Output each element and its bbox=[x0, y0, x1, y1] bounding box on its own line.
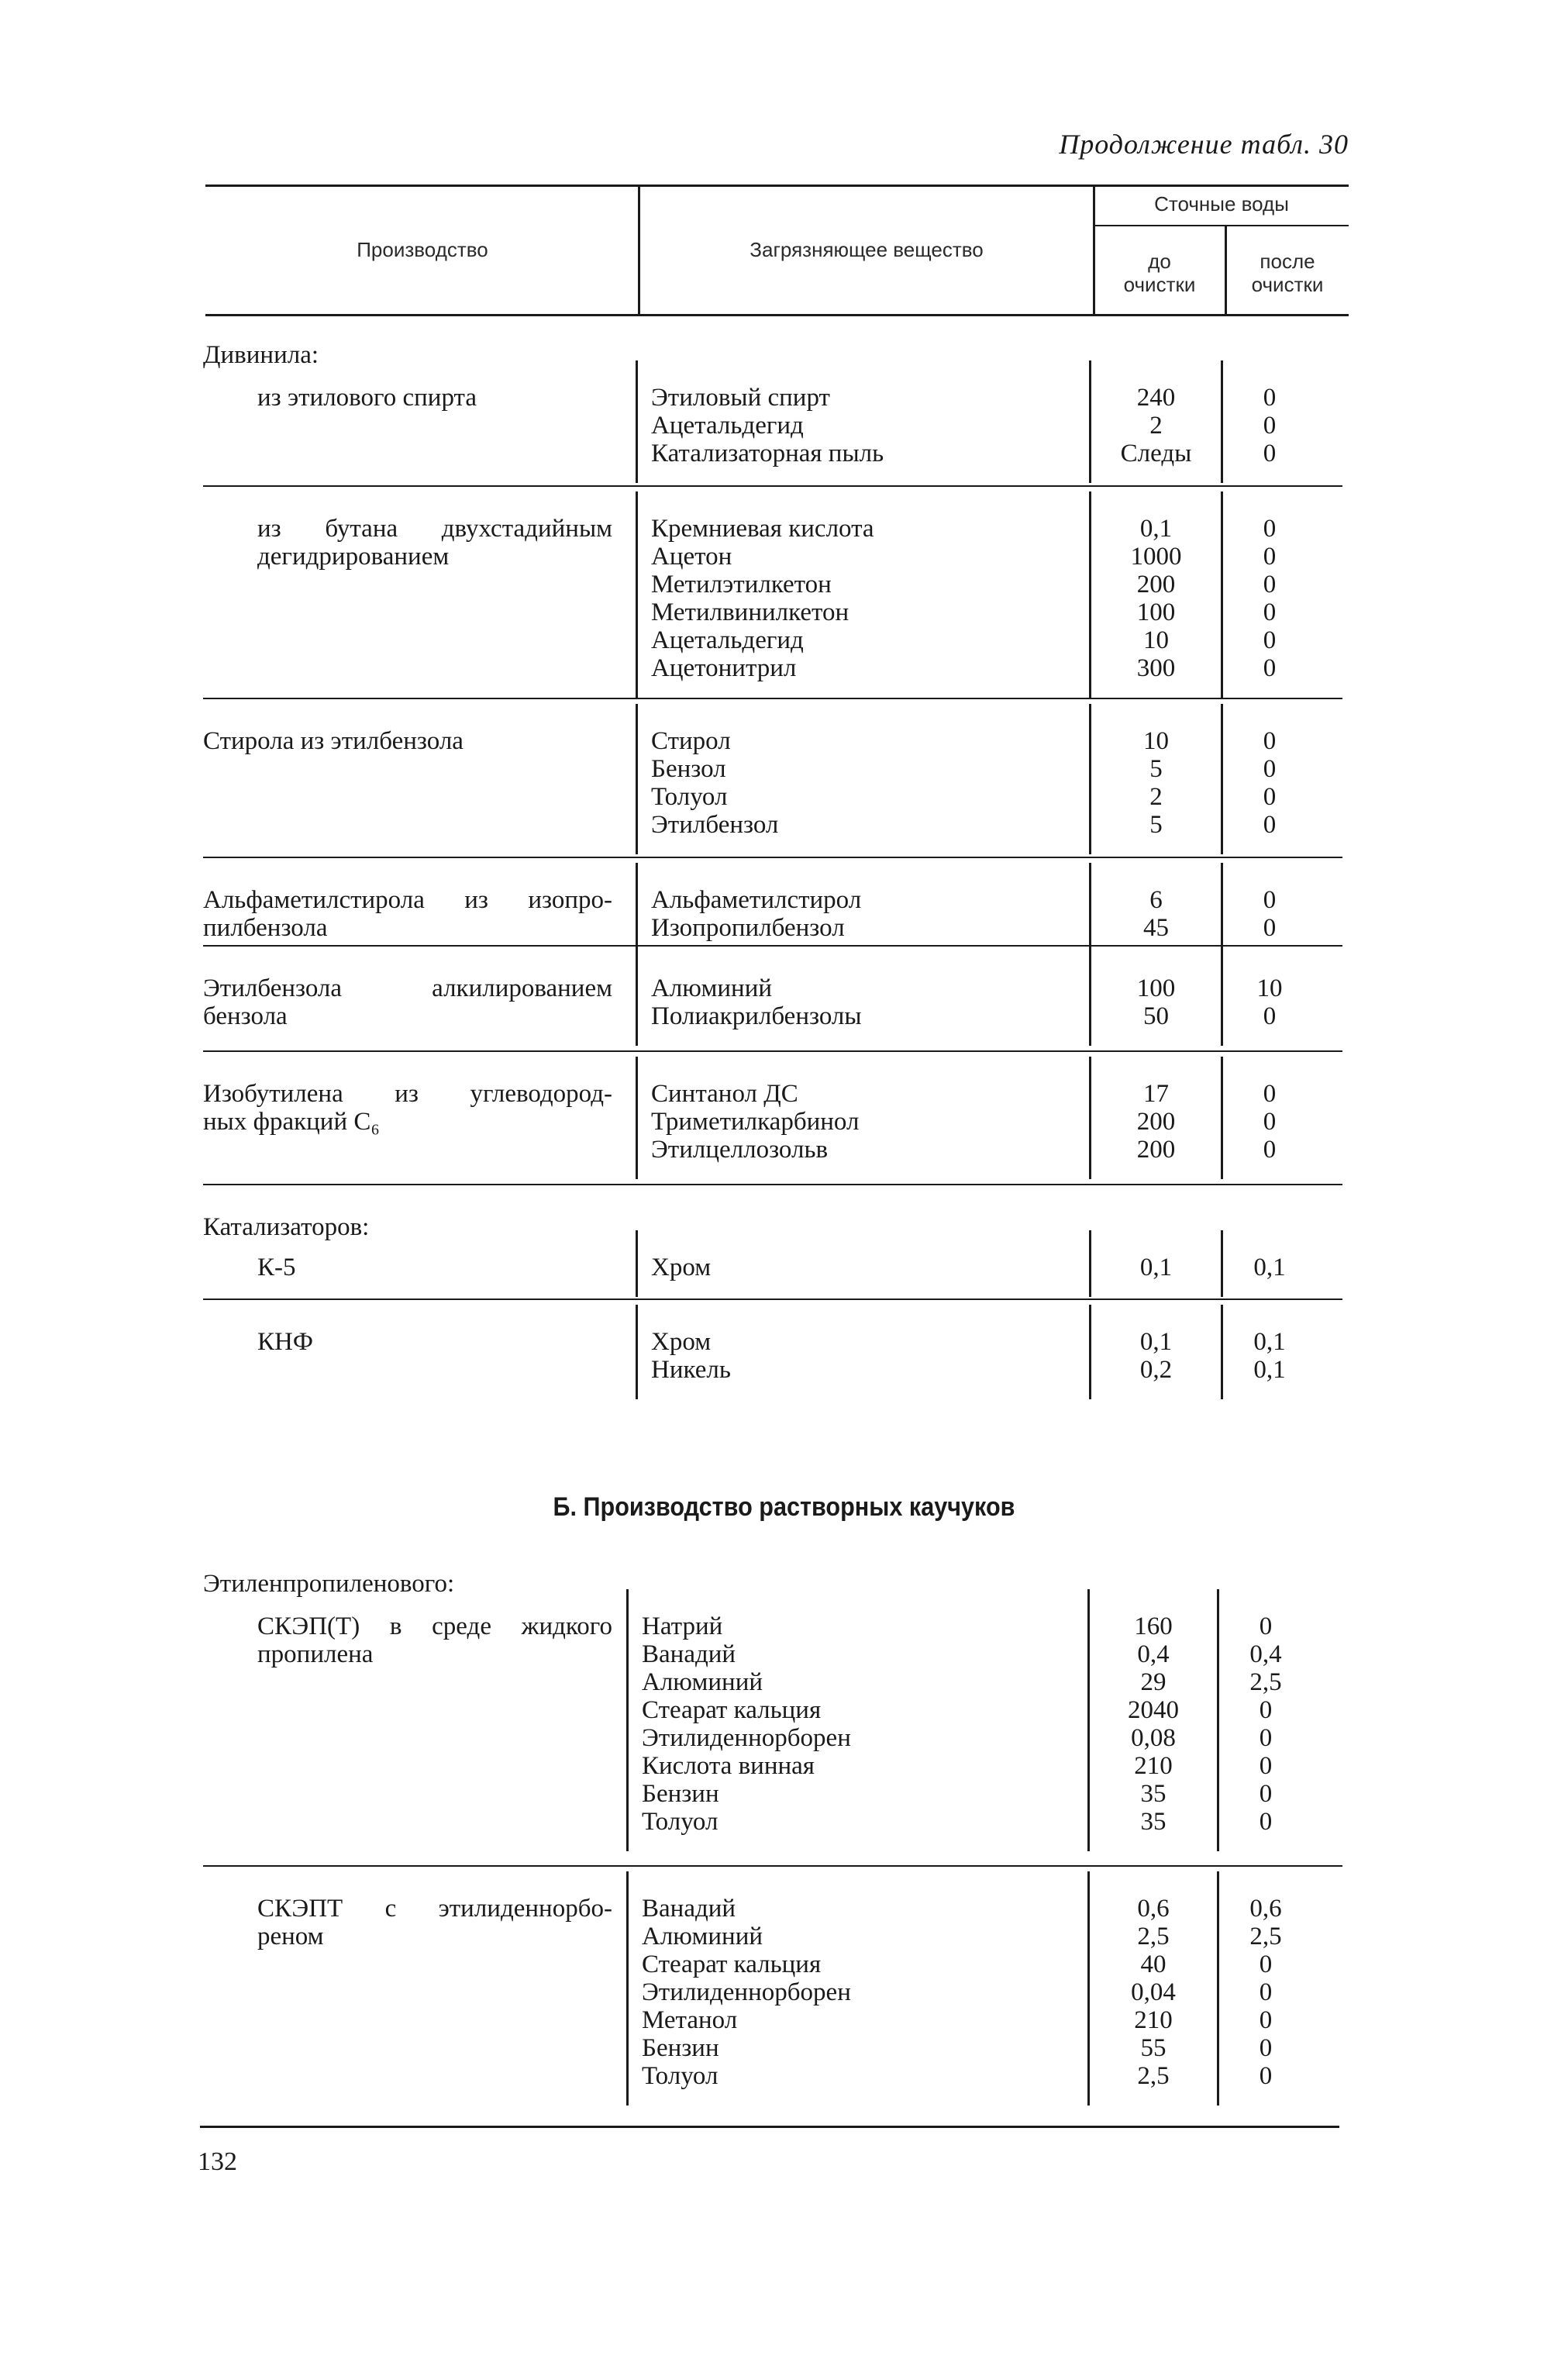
after-value: 0 bbox=[1263, 886, 1277, 914]
table-top-rule bbox=[205, 185, 1349, 187]
before-value: 40 bbox=[1140, 1950, 1167, 1978]
header-before-line: до bbox=[1148, 250, 1171, 273]
production-line: бензола bbox=[203, 1002, 288, 1030]
pollutant-item: Алюминий bbox=[642, 1923, 763, 1950]
header-after-line: после bbox=[1260, 250, 1315, 273]
production-cell bbox=[257, 1254, 612, 1281]
before-value: 0,4 bbox=[1137, 1640, 1170, 1668]
after-value: 0 bbox=[1259, 1612, 1273, 1640]
before-value: 200 bbox=[1136, 1108, 1176, 1136]
before-value: 45 bbox=[1143, 914, 1169, 942]
after-value: 0 bbox=[1263, 783, 1277, 811]
production-cell bbox=[257, 1612, 612, 1668]
pollutant-item: Катализаторная пыль bbox=[651, 440, 884, 467]
pollutant-item: Этилиденнорборен bbox=[642, 1978, 851, 2006]
after-value: 0 bbox=[1263, 626, 1277, 654]
before-value: 35 bbox=[1140, 1780, 1167, 1808]
production-line: пилбензола bbox=[203, 914, 328, 942]
column-divider bbox=[626, 1589, 629, 1851]
after-value: 0 bbox=[1263, 727, 1277, 755]
production-cell bbox=[257, 384, 612, 412]
before-values bbox=[1090, 1895, 1217, 2090]
before-value: 55 bbox=[1140, 2034, 1167, 2062]
after-values bbox=[1223, 1328, 1316, 1384]
after-values bbox=[1223, 515, 1316, 682]
header-sub-rule bbox=[1094, 225, 1349, 226]
pollutant-item: Хром bbox=[651, 1254, 712, 1281]
before-value: 50 bbox=[1143, 1002, 1169, 1030]
production-line: СКЭПТ с этилиденнорбо- bbox=[257, 1895, 612, 1923]
pollutant-list bbox=[651, 974, 862, 1030]
section-title: Б. Производство растворных каучуков bbox=[553, 1492, 1015, 1522]
production-cell bbox=[257, 515, 612, 571]
pollutant-item: Толуол bbox=[651, 783, 728, 811]
before-value: 0,1 bbox=[1139, 1328, 1173, 1356]
production-line: К-5 bbox=[257, 1254, 296, 1281]
pollutant-item: Кремниевая кислота bbox=[651, 515, 874, 543]
group-label: Катализаторов: bbox=[203, 1213, 370, 1241]
before-value: 0,04 bbox=[1131, 1978, 1176, 2006]
after-value: 2,5 bbox=[1249, 1923, 1282, 1950]
column-divider bbox=[626, 1871, 629, 2106]
pollutant-item: Полиакрилбензолы bbox=[651, 1002, 862, 1030]
after-value: 0 bbox=[1263, 914, 1277, 942]
after-value: 0 bbox=[1259, 1780, 1273, 1808]
production-line: Этилбензола алкилированием bbox=[203, 974, 612, 1002]
pollutant-list bbox=[651, 886, 861, 942]
before-value: 5 bbox=[1149, 755, 1163, 783]
after-values bbox=[1219, 1612, 1312, 1836]
before-values bbox=[1091, 1254, 1221, 1281]
before-value: 200 bbox=[1136, 1136, 1176, 1164]
production-line: ных фракций C₆ bbox=[203, 1108, 380, 1136]
after-value: 10 bbox=[1256, 974, 1283, 1002]
production-line: Альфаметилстирола из изопро- bbox=[203, 886, 612, 914]
pollutant-item: Бензин bbox=[642, 1780, 719, 1808]
pollutant-item: Этиловый спирт bbox=[651, 384, 830, 412]
after-value: 0 bbox=[1263, 384, 1277, 412]
before-value: 17 bbox=[1143, 1080, 1169, 1108]
pollutant-list bbox=[651, 1328, 731, 1384]
pollutant-list bbox=[651, 1254, 711, 1281]
pollutant-item: Бензол bbox=[651, 755, 726, 783]
pollutant-item: Триметилкарбинол bbox=[651, 1108, 860, 1136]
table-caption: Продолжение табл. 30 bbox=[1059, 129, 1349, 160]
column-divider bbox=[636, 1057, 638, 1179]
before-values bbox=[1090, 1612, 1217, 1836]
production-line: из этилового спирта bbox=[257, 384, 477, 412]
production-cell bbox=[257, 1328, 612, 1356]
row-separator bbox=[203, 945, 1342, 947]
after-value: 0 bbox=[1259, 1696, 1273, 1724]
after-value: 0 bbox=[1263, 1080, 1277, 1108]
after-value: 0 bbox=[1263, 654, 1277, 682]
production-line: дегидрированием bbox=[257, 543, 450, 571]
pollutant-list bbox=[642, 1895, 851, 2090]
pollutant-item: Метанол bbox=[642, 2006, 738, 2034]
after-value: 0 bbox=[1263, 412, 1277, 440]
production-line: Изобутилена из углеводород- bbox=[203, 1080, 612, 1108]
production-line: Стирола из этилбензола bbox=[203, 727, 464, 755]
after-value: 0 bbox=[1259, 1808, 1273, 1836]
after-value: 0 bbox=[1263, 1108, 1277, 1136]
production-cell bbox=[203, 1080, 612, 1136]
before-value: 0,2 bbox=[1139, 1356, 1173, 1384]
before-value: 160 bbox=[1134, 1612, 1173, 1640]
before-value: 300 bbox=[1136, 654, 1176, 682]
row-separator bbox=[203, 1298, 1342, 1300]
production-cell bbox=[203, 886, 612, 942]
after-value: 0,4 bbox=[1249, 1640, 1282, 1668]
row-separator bbox=[203, 1865, 1342, 1867]
after-value: 0 bbox=[1263, 571, 1277, 598]
column-divider bbox=[636, 1230, 638, 1297]
production-cell bbox=[257, 1895, 612, 1950]
before-value: 6 bbox=[1149, 886, 1163, 914]
after-value: 0 bbox=[1263, 543, 1277, 571]
pollutant-item: Алюминий bbox=[651, 974, 773, 1002]
after-values bbox=[1223, 1254, 1316, 1281]
pollutant-list bbox=[651, 384, 884, 467]
before-value: 210 bbox=[1134, 1752, 1173, 1780]
production-line: из бутана двухстадийным bbox=[257, 515, 612, 543]
before-values bbox=[1091, 886, 1221, 942]
production-line: пропилена bbox=[257, 1640, 374, 1668]
pollutant-item: Хром bbox=[651, 1328, 712, 1356]
after-value: 0 bbox=[1259, 2006, 1273, 2034]
column-divider bbox=[636, 360, 638, 483]
after-value: 0,6 bbox=[1249, 1895, 1282, 1923]
pollutant-list bbox=[642, 1612, 851, 1836]
after-value: 2,5 bbox=[1249, 1668, 1282, 1696]
before-value: 100 bbox=[1136, 598, 1176, 626]
pollutant-item: Ацетальдегид bbox=[651, 412, 804, 440]
before-values bbox=[1091, 727, 1221, 839]
after-values bbox=[1223, 384, 1316, 467]
production-line: реном bbox=[257, 1923, 324, 1950]
header-after-line: очистки bbox=[1251, 273, 1324, 296]
column-divider bbox=[636, 1305, 638, 1399]
before-value: 100 bbox=[1136, 974, 1176, 1002]
row-separator bbox=[203, 1184, 1342, 1185]
pollutant-list bbox=[651, 727, 778, 839]
pollutant-item: Ацетон bbox=[651, 543, 732, 571]
before-value: 0,1 bbox=[1139, 1254, 1173, 1281]
header-before-line: очистки bbox=[1123, 273, 1196, 296]
before-values bbox=[1091, 974, 1221, 1030]
column-divider bbox=[636, 863, 638, 957]
before-value: 29 bbox=[1140, 1668, 1167, 1696]
header-waste-water: Сточные воды bbox=[1154, 192, 1289, 216]
pollutant-item: Ацетальдегид bbox=[651, 626, 804, 654]
pollutant-item: Толуол bbox=[642, 2062, 719, 2090]
before-value: 2040 bbox=[1128, 1696, 1179, 1724]
pollutant-item: Метилвинилкетон bbox=[651, 598, 849, 626]
after-value: 0 bbox=[1263, 440, 1277, 467]
row-separator bbox=[203, 698, 1342, 699]
pollutant-item: Алюминий bbox=[642, 1668, 763, 1696]
header-before bbox=[1094, 250, 1225, 296]
before-values bbox=[1091, 384, 1221, 467]
pollutant-item: Метилэтилкетон bbox=[651, 571, 832, 598]
before-values bbox=[1091, 1080, 1221, 1164]
after-value: 0 bbox=[1259, 1752, 1273, 1780]
table-bottom-rule bbox=[200, 2126, 1339, 2128]
pollutant-item: Этилбензол bbox=[651, 811, 779, 839]
before-value: 240 bbox=[1136, 384, 1176, 412]
pollutant-item: Никель bbox=[651, 1356, 731, 1384]
before-value: 35 bbox=[1140, 1808, 1167, 1836]
before-value: 210 bbox=[1134, 2006, 1173, 2034]
header-bottom-rule bbox=[205, 314, 1349, 316]
pollutant-item: Кислота винная bbox=[642, 1752, 815, 1780]
row-separator bbox=[203, 1050, 1342, 1052]
pollutant-item: Стеарат кальция bbox=[642, 1696, 822, 1724]
pollutant-item: Ацетонитрил bbox=[651, 654, 797, 682]
group-label: Этиленпропиленового: bbox=[203, 1570, 455, 1598]
pollutant-item: Изопропилбензол bbox=[651, 914, 845, 942]
after-value: 0,1 bbox=[1253, 1254, 1286, 1281]
after-value: 0 bbox=[1259, 1950, 1273, 1978]
pollutant-item: Стирол bbox=[651, 727, 731, 755]
after-value: 0 bbox=[1263, 1136, 1277, 1164]
before-value: 2,5 bbox=[1137, 2062, 1170, 2090]
header-pollutant: Загрязняющее вещество bbox=[750, 238, 984, 261]
pollutant-list bbox=[651, 1080, 859, 1164]
before-value: 0,1 bbox=[1139, 515, 1173, 543]
after-value: 0,1 bbox=[1253, 1356, 1286, 1384]
after-values bbox=[1223, 974, 1316, 1030]
pollutant-item: Натрий bbox=[642, 1612, 723, 1640]
before-value: 10 bbox=[1143, 626, 1169, 654]
before-value: 2 bbox=[1149, 412, 1163, 440]
pollutant-item: Бензин bbox=[642, 2034, 719, 2062]
column-divider bbox=[636, 951, 638, 1046]
before-value: 2 bbox=[1149, 783, 1163, 811]
after-values bbox=[1223, 727, 1316, 839]
before-value: 0,6 bbox=[1137, 1895, 1170, 1923]
pollutant-item: Этилцеллозольв bbox=[651, 1136, 829, 1164]
production-line: СКЭП(Т) в среде жидкого bbox=[257, 1612, 612, 1640]
after-value: 0 bbox=[1259, 2034, 1273, 2062]
before-value: 2,5 bbox=[1137, 1923, 1170, 1950]
before-value: 5 bbox=[1149, 811, 1163, 839]
before-value: 200 bbox=[1136, 571, 1176, 598]
after-value: 0 bbox=[1259, 1724, 1273, 1752]
row-separator bbox=[203, 857, 1342, 858]
group-label: Дивинила: bbox=[203, 341, 319, 369]
pollutant-item: Альфаметилстирол bbox=[651, 886, 862, 914]
header-production: Производство bbox=[357, 238, 488, 261]
after-value: 0 bbox=[1263, 811, 1277, 839]
after-value: 0 bbox=[1263, 515, 1277, 543]
before-values bbox=[1091, 515, 1221, 682]
production-cell bbox=[203, 727, 612, 755]
pollutant-item: Ванадий bbox=[642, 1640, 736, 1668]
after-value: 0,1 bbox=[1253, 1328, 1286, 1356]
pollutant-list bbox=[651, 515, 874, 682]
column-divider bbox=[636, 704, 638, 854]
pollutant-item: Синтанол ДС bbox=[651, 1080, 798, 1108]
pollutant-item: Ванадий bbox=[642, 1895, 736, 1923]
row-separator bbox=[203, 485, 1342, 487]
before-value: Следы bbox=[1120, 440, 1192, 467]
after-values bbox=[1223, 1080, 1316, 1164]
after-value: 0 bbox=[1263, 598, 1277, 626]
pollutant-item: Толуол bbox=[642, 1808, 719, 1836]
before-value: 10 bbox=[1143, 727, 1169, 755]
before-values bbox=[1091, 1328, 1221, 1384]
pollutant-item: Этилиденнорборен bbox=[642, 1724, 851, 1752]
before-value: 0,08 bbox=[1131, 1724, 1176, 1752]
after-value: 0 bbox=[1259, 1978, 1273, 2006]
after-values bbox=[1223, 886, 1316, 942]
production-cell bbox=[203, 974, 612, 1030]
header-after bbox=[1226, 250, 1349, 296]
after-value: 0 bbox=[1259, 2062, 1273, 2090]
pollutant-item: Стеарат кальция bbox=[642, 1950, 822, 1978]
before-value: 1000 bbox=[1130, 543, 1182, 571]
column-divider bbox=[636, 491, 638, 698]
after-value: 0 bbox=[1263, 1002, 1277, 1030]
production-line: КНФ bbox=[257, 1328, 313, 1356]
after-values bbox=[1219, 1895, 1312, 2090]
after-value: 0 bbox=[1263, 755, 1277, 783]
page-number: 132 bbox=[198, 2147, 237, 2176]
